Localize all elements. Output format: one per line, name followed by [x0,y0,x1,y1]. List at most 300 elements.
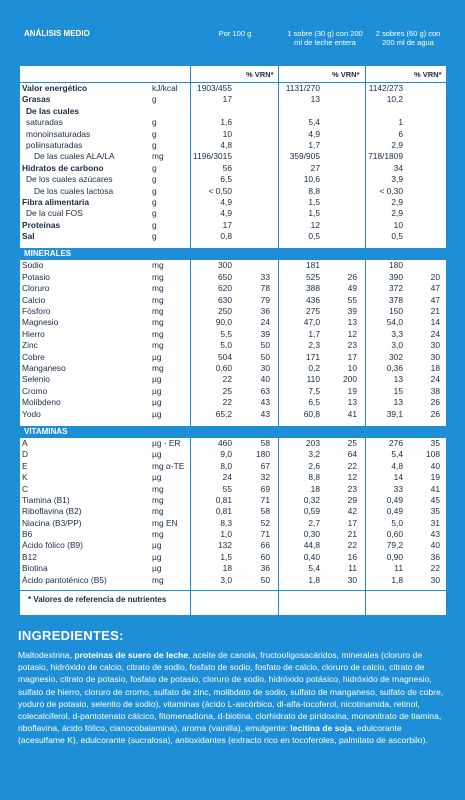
vitaminas-section [20,438,446,586]
vrn-1-sobre: 55 [347,294,357,305]
row-unit: mg [152,271,164,282]
value-1-sobre: 2,7 [308,517,320,528]
ingredient-allergen: proteínas de suero de leche [74,650,189,660]
value-1-sobre: 10,6 [303,174,320,185]
value-2-sobres: 1142/273 [368,83,403,93]
row-unit: mg EN [152,517,178,528]
value-per-100g: 250 [218,306,232,317]
vrn-per-100g: 60 [260,551,270,562]
value-per-100g: 1,6 [220,117,232,128]
row-unit: µg [152,397,162,408]
value-per-100g: 4,9 [220,208,232,219]
row-label: C [22,483,29,494]
row-label: Cromo [22,385,48,396]
row-label: K [22,472,28,483]
value-per-100g: 1,5 [220,551,232,562]
vrn-1-sobre: 29 [347,494,357,505]
vrn-2-sobres: 35 [430,437,440,448]
vrn-2-sobres: 31 [430,517,440,528]
table-row [20,329,446,340]
value-1-sobre: 0,2 [308,362,320,373]
row-label: De la cual FOS [26,208,83,219]
vrn-2-sobres: 41 [430,483,440,494]
vrn-2-sobres: 26 [430,408,440,419]
row-unit: µg [152,408,162,419]
column-divider [278,28,279,615]
row-unit: µg [152,472,162,483]
vrn-per-100g: 71 [260,529,270,540]
row-unit: g [152,185,157,196]
row-label: Tiamina (B1) [22,494,70,505]
value-per-100g: 25 [222,385,232,396]
value-1-sobre: 181 [306,260,320,271]
row-unit: µg [152,551,162,562]
row-label: Sal [22,231,35,242]
row-unit: µg [152,540,162,551]
row-label: saturadas [26,117,63,128]
value-2-sobres: 0,49 [386,494,403,505]
value-2-sobres: 378 [389,294,403,305]
table-row [20,129,446,140]
table-row [20,340,446,351]
row-label: Hidratos de carbono [22,162,104,173]
value-1-sobre: 359/905 [289,151,320,162]
vrn-per-100g: 24 [260,317,270,328]
table-row [20,374,446,385]
column-divider [365,28,366,615]
table-row [20,552,446,563]
ingredient-text-segment: , aceite de canola, fructooligosacáridos, minerales (cloruro de potasio, hidróxido de calcio, citrato de sodio, fosfato de sodio, fosfato de calcio, cloruro de calcio, citrato de magnesio, citrato de potasio, fosfato de potasio, cloruro de sodio, hidróxido potásico, hidróxido de magnesio, sulfato de hierro, cloruro de cromo, sulfato de zinc, molibdato de sodio, sulfato de manganeso, sulfato de cobre, yoduro de potasio, selenito de sodio), vitaminas (ácido L-ascórbico, dl-alfa-tocoferol, nicotinamida, retinol, colecalciferol, d-pantotenato cálcico, fitomenadiona, d-biotina, clorhidrato de piridoxina, mononitrato de tiamina, riboflavina, ácido fólico, cianocobalamina), aroma (vainilla), emulgente: [18,650,444,734]
row-label: Niacina (B3/PP) [22,517,82,528]
row-unit: mg [152,328,164,339]
value-per-100g: 17 [222,94,232,105]
vrn-2-sobres: 24 [430,328,440,339]
vrn-2-sobres: 21 [430,306,440,317]
value-2-sobres: 0,5 [391,231,403,242]
value-1-sobre: 1131/270 [285,83,320,93]
value-2-sobres: 276 [389,437,403,448]
table-row [20,386,446,397]
vitaminas-heading: VITAMINAS [20,426,446,438]
table-row [20,140,446,151]
value-1-sobre: 1,7 [308,139,320,150]
value-1-sobre: 44,8 [303,540,320,551]
table-row [20,208,446,219]
table-row [20,231,446,242]
row-unit: µg [152,351,162,362]
vrn-1-sobre: 12 [347,328,357,339]
table-row [20,295,446,306]
value-per-100g: 4,8 [220,139,232,150]
vrn-1-sobre: 41 [347,408,357,419]
row-label: Magnesio [22,317,59,328]
value-1-sobre: 27 [310,162,320,173]
vrn-2-sobres: 35 [430,506,440,517]
value-1-sobre: 0,30 [303,529,320,540]
vrn-2-sobres: 43 [430,529,440,540]
row-unit: mg [152,362,164,373]
row-label: Fibra alimentaria [22,196,90,207]
value-1-sobre: 0,59 [303,506,320,517]
value-2-sobres: 2,9 [391,196,403,207]
value-2-sobres: 4,8 [391,460,403,471]
value-2-sobres: 0,36 [386,362,403,373]
vrn-per-100g: 63 [260,385,270,396]
vrn-1-sobre: 42 [347,506,357,517]
table-row [20,163,446,174]
value-per-100g: 55 [222,483,232,494]
value-2-sobres: 718/1809 [368,151,403,162]
vrn-2-sobres: 108 [426,449,440,460]
value-2-sobres: 1,8 [391,574,403,585]
table-row [20,363,446,374]
vrn-2-sobres: 24 [430,374,440,385]
row-label: Sodio [22,260,44,271]
row-label: monoinsaturadas [26,128,91,139]
row-label: De los cuales azúcares [26,174,113,185]
row-label: Biotina [22,563,48,574]
row-label: Calcio [22,294,46,305]
value-per-100g: 8,0 [220,460,232,471]
vrn-per-100g: 43 [260,408,270,419]
row-unit: µg [152,449,162,460]
vrn-per-100g: 50 [260,574,270,585]
vrn-footnote: * Valores de referencia de nutrientes [20,590,446,604]
value-per-100g: 3,0 [220,574,232,585]
row-unit: g [152,231,157,242]
value-1-sobre: 7,5 [308,385,320,396]
value-per-100g: 0,60 [215,362,232,373]
value-1-sobre: 5,4 [308,117,320,128]
minerales-heading: MINERALES [20,248,446,260]
vrn-per-100g: 66 [260,540,270,551]
table-row [20,94,446,105]
value-2-sobres: 0,49 [386,506,403,517]
row-unit: µg [152,385,162,396]
value-per-100g: 90,0 [215,317,232,328]
vrn-2-sobres: 19 [430,472,440,483]
value-2-sobres: 302 [389,351,403,362]
vrn-2-sobres: 38 [430,385,440,396]
vrn-1-sobre: 21 [347,529,357,540]
vrn-1-sobre: 11 [348,563,357,574]
table-row [20,484,446,495]
vrn-2-sobres: 47 [430,294,440,305]
row-label: B6 [22,529,33,540]
value-per-100g: 650 [218,271,232,282]
row-unit: kJ/kcal [152,83,178,93]
value-1-sobre: 525 [306,271,320,282]
vrn-per-100g: 36 [260,306,270,317]
row-unit: mg [152,340,164,351]
value-per-100g: 5,0 [220,340,232,351]
row-label: De las cuales [26,105,80,116]
value-1-sobre: 2,3 [308,340,320,351]
table-row [20,317,446,328]
value-1-sobre: 5,4 [308,563,320,574]
table-row [20,220,446,231]
vrn-per-100g: 50 [260,340,270,351]
value-2-sobres: 2,9 [391,139,403,150]
row-label: poliinsaturadas [26,139,83,150]
row-label: Cobre [22,351,45,362]
vrn-1-sobre: 13 [347,397,357,408]
vrn-per-100g: 36 [260,563,270,574]
vrn-2-sobres: 30 [430,574,440,585]
analisis-medio-heading: ANÁLISIS MEDIO [24,29,90,38]
value-2-sobres: 13 [393,374,403,385]
table-row [20,306,446,317]
vrn-2-sobres: 20 [430,271,440,282]
value-1-sobre: 171 [306,351,320,362]
vrn-1-sobre: 17 [347,351,357,362]
table-row [20,472,446,483]
vrn-per-100g: 39 [260,328,270,339]
row-label: Potasio [22,271,50,282]
value-per-100g: 8,3 [220,517,232,528]
vrn-per-100g: 52 [260,517,270,528]
row-label: Yodo [22,408,41,419]
value-per-100g: 10 [222,128,232,139]
value-per-100g: 4,9 [220,196,232,207]
value-per-100g: 24 [222,472,232,483]
ingredients-block [18,628,448,747]
value-per-100g: 504 [218,351,232,362]
value-1-sobre: 3,2 [308,449,320,460]
row-label: Fósforo [22,306,51,317]
vrn-2-sobres: 40 [430,540,440,551]
vrn-per-100g: 32 [260,472,270,483]
vrn-2-sobres: 45 [430,494,440,505]
value-1-sobre: 60,8 [303,408,320,419]
value-2-sobres: 5,0 [391,517,403,528]
row-unit: mg [152,306,164,317]
value-1-sobre: 1,5 [308,208,320,219]
col-1-sobre: 1 sobre (30 g) con 200 ml de leche entera [287,29,363,47]
vrn-1-sobre: 22 [347,540,357,551]
vrn-2-sobres: 47 [430,283,440,294]
table-row [20,461,446,472]
value-per-100g: 0,81 [215,506,232,517]
nutrition-table [20,28,446,615]
value-1-sobre: 18 [310,483,320,494]
column-divider [190,28,191,615]
row-unit: mg [152,483,164,494]
row-unit: g [152,128,157,139]
table-row [20,575,446,586]
table-row [20,409,446,420]
row-label: Molibdeno [22,397,61,408]
row-unit: g [152,94,157,105]
row-unit: g [152,139,157,150]
row-label: Cloruro [22,283,50,294]
row-unit: mg [152,317,164,328]
vrn-per-100g: 69 [260,483,270,494]
table-row [20,449,446,460]
ingredient-allergen: lecitina de soja [290,723,352,734]
value-per-100g: 56 [222,162,232,173]
value-2-sobres: 13 [393,397,403,408]
vrn-per-100g: 40 [260,374,270,385]
table-row [20,540,446,551]
value-per-100g: 460 [218,437,232,448]
row-unit: mg [152,283,164,294]
table-row [20,83,446,94]
value-1-sobre: 1,5 [308,196,320,207]
value-2-sobres: 14 [393,472,403,483]
vrn-per-100g: 71 [260,494,270,505]
value-2-sobres: 5,4 [391,449,403,460]
vrn-1-sobre: 17 [347,517,357,528]
value-2-sobres: 3,3 [391,328,403,339]
value-2-sobres: 39,1 [386,408,403,419]
vrn-per-100g: 33 [260,271,270,282]
value-2-sobres: 6 [398,128,403,139]
table-row [20,117,446,128]
table-row [20,283,446,294]
ingredient-text-segment: , edulcorante (acesulfame K), edulcorante (sucralosa), antioxidantes (extracto rico en tocoferoles, palmitato de ascorbilo). [18,723,428,746]
vrn-per-100g: 43 [260,397,270,408]
vrn-1-sobre: 19 [347,385,357,396]
value-2-sobres: 10,2 [386,94,403,105]
value-2-sobres: 54,0 [386,317,403,328]
vrn-2-sobres: 30 [430,340,440,351]
vrn-1-sobre: 12 [347,472,357,483]
vrn-per-100g: 50 [260,351,270,362]
vrn-label-1: % VRN* [246,70,274,79]
row-unit: µg [152,374,162,385]
value-2-sobres: 10 [393,219,403,230]
value-2-sobres: 390 [389,271,403,282]
value-2-sobres: 3,0 [391,340,403,351]
value-per-100g: 17 [222,219,232,230]
table-row [20,186,446,197]
vrn-1-sobre: 39 [347,306,357,317]
ingredient-text-segment: Maltodextrina, [18,650,75,660]
vrn-2-sobres: 22 [430,563,440,574]
value-1-sobre: 0,40 [303,551,320,562]
value-1-sobre: 203 [306,437,320,448]
vrn-1-sobre: 10 [347,362,357,373]
table-row [20,174,446,185]
vrn-1-sobre: 30 [347,574,357,585]
value-2-sobres: 3,9 [391,174,403,185]
value-2-sobres: 11 [394,563,403,574]
row-unit: mg [152,529,164,540]
row-label: Proteínas [22,219,61,230]
table-row [20,563,446,574]
vrn-1-sobre: 13 [347,317,357,328]
vrn-per-100g: 30 [260,362,270,373]
value-1-sobre: 0,5 [308,231,320,242]
table-row [20,518,446,529]
vrn-1-sobre: 64 [347,449,357,460]
vrn-1-sobre: 23 [347,483,357,494]
value-per-100g: 1903/455 [197,83,232,93]
col-2-sobres: 2 sobres (60 g) con 200 ml de agua [375,29,441,47]
row-label: Riboflavina (B2) [22,506,82,517]
value-1-sobre: 4,9 [308,128,320,139]
vrn-2-sobres: 30 [430,351,440,362]
vrn-per-100g: 58 [260,506,270,517]
row-label: De los cuales lactosa [34,185,114,196]
vrn-1-sobre: 49 [347,283,357,294]
table-row [20,397,446,408]
vrn-2-sobres: 36 [430,551,440,562]
row-unit: mg [152,151,164,162]
analisis-section [20,83,446,242]
vrn-2-sobres: 26 [430,397,440,408]
value-2-sobres: 15 [393,385,403,396]
table-row [20,495,446,506]
value-2-sobres: < 0,30 [379,185,403,196]
value-per-100g: 5,5 [220,328,232,339]
value-1-sobre: 12 [310,219,320,230]
vrn-label-3: % VRN* [414,70,442,79]
value-per-100g: 132 [218,540,232,551]
value-1-sobre: 0,32 [303,494,320,505]
row-unit: µg [152,563,162,574]
ingredients-text [18,649,448,747]
row-unit: g [152,174,157,185]
row-label: Zinc [22,340,38,351]
vrn-header-row [20,68,446,83]
vrn-per-100g: 58 [260,437,270,448]
table-row [20,506,446,517]
vrn-2-sobres: 18 [430,362,440,373]
table-row [20,352,446,363]
minerales-section [20,260,446,419]
row-unit: g [152,117,157,128]
table-row [20,260,446,271]
value-1-sobre: 6,5 [308,397,320,408]
value-2-sobres: 0,60 [386,529,403,540]
vrn-1-sobre: 26 [347,271,357,282]
value-2-sobres: 33 [393,483,403,494]
value-per-100g: 9,0 [220,449,232,460]
value-1-sobre: 13 [310,94,320,105]
row-label: Ácido fólico (B9) [22,540,83,551]
value-2-sobres: 372 [389,283,403,294]
row-unit: mg [152,260,164,271]
value-1-sobre: 1,8 [308,574,320,585]
row-unit: g [152,219,157,230]
value-1-sobre: 2,6 [308,460,320,471]
value-per-100g: 620 [218,283,232,294]
value-2-sobres: 1 [398,117,403,128]
row-unit: mg [152,574,164,585]
vrn-2-sobres: 14 [430,317,440,328]
row-label: Selenio [22,374,50,385]
value-2-sobres: 150 [389,306,403,317]
value-per-100g: 65,2 [215,408,232,419]
row-label: D [22,449,29,460]
table-row [20,106,446,117]
value-per-100g: 0,8 [220,231,232,242]
vrn-1-sobre: 200 [343,374,357,385]
value-2-sobres: 2,9 [391,208,403,219]
vrn-per-100g: 180 [256,449,270,460]
table-row [20,197,446,208]
value-per-100g: 300 [218,260,232,271]
row-unit: mg [152,494,164,505]
value-2-sobres: 34 [393,162,403,173]
value-per-100g: 18 [222,563,232,574]
col-por-100g: Por 100 g [218,29,252,38]
row-label: A [22,437,28,448]
row-label: Ácido pantoténico (B5) [22,574,107,585]
table-row [20,529,446,540]
